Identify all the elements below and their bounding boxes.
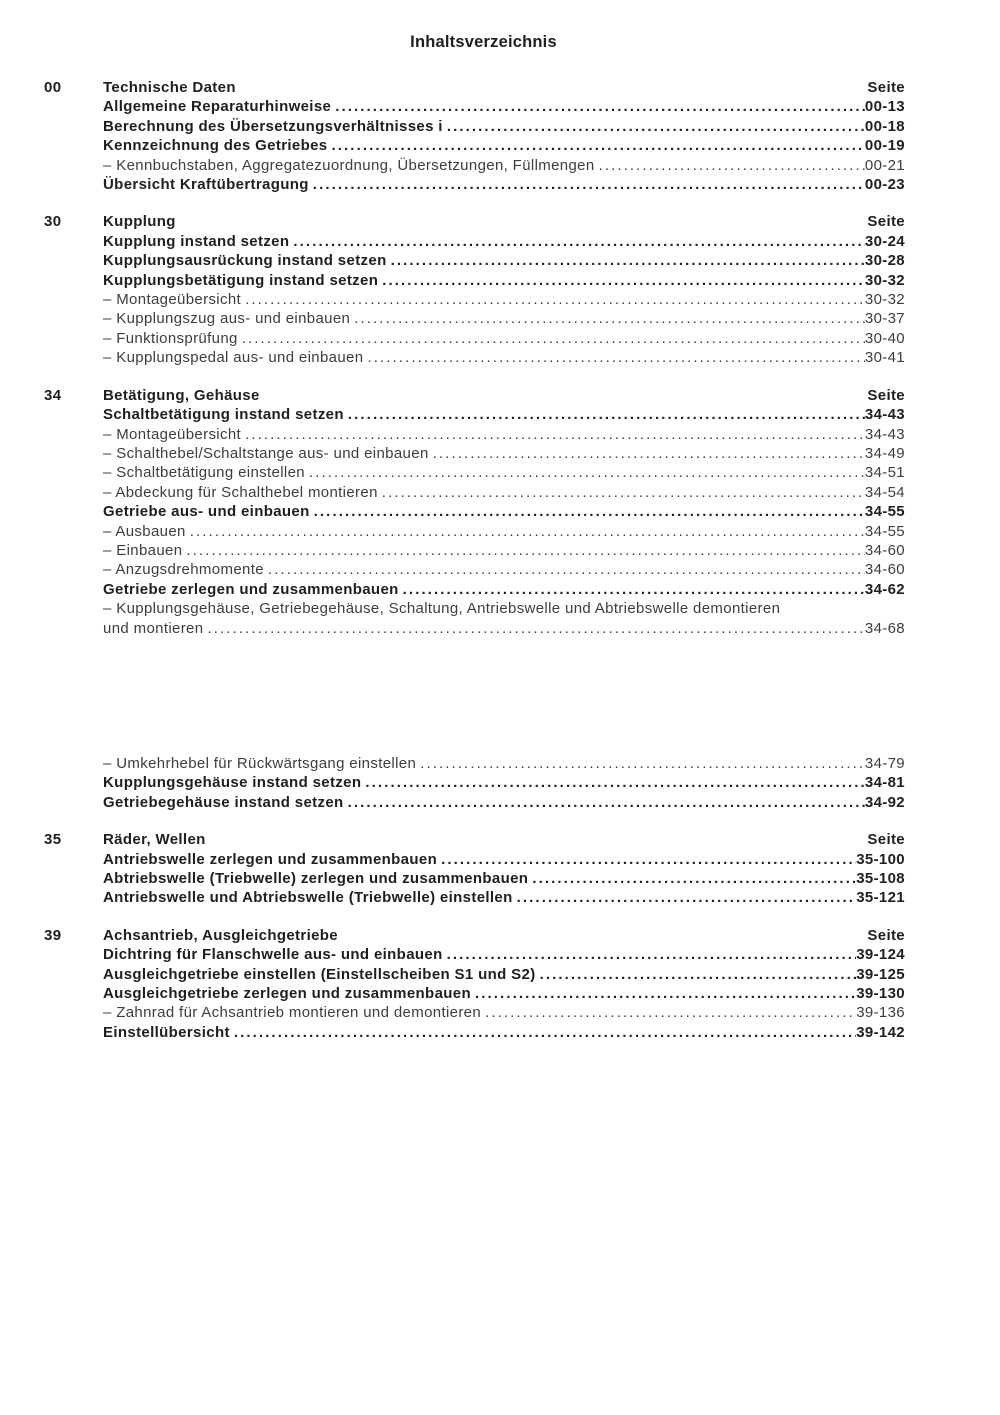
dot-leader [540,965,857,984]
section-title: Achsantrieb, Ausgleichgetriebe [103,926,339,944]
section-number: 30 [44,213,62,231]
toc-entry [103,444,905,463]
toc-entry [103,599,905,618]
toc-entry [103,580,905,599]
toc-entry [103,483,905,502]
dot-leader [268,560,865,579]
entry-label: – Anzugsdrehmomente [103,561,264,579]
toc-entry [103,888,905,907]
dot-leader [403,580,865,599]
toc-entry [103,541,905,560]
dot-leader [485,1003,856,1022]
dot-leader [245,290,865,309]
toc-entry [103,945,905,964]
entry-page-number: 34-43 [864,406,905,424]
page-column-header: Seite [867,213,905,231]
entry-label: – Zahnrad für Achsantrieb montieren und demontieren [103,1004,482,1022]
entry-label: Dichtring für Flanschwelle aus- und einbauen [103,946,443,964]
entry-page-number: 34-49 [864,444,905,462]
page-column-header: Seite [867,386,905,404]
entry-page-number: 00-23 [864,176,905,194]
dot-leader [382,483,865,502]
entry-label: Antriebswelle und Abtriebswelle (Triebwelle) einstellen [103,889,513,907]
dot-leader [234,1023,856,1042]
entry-label: Ausgleichgetriebe einstellen (Einstellscheiben S1 und S2) [103,965,536,983]
dot-leader [190,522,865,541]
entry-page-number: 39-136 [856,1004,905,1022]
entry-label: – Kupplungszug aus- und einbauen [103,310,351,328]
dot-leader [293,232,864,251]
section-header [44,926,905,945]
entry-label: Kupplung instand setzen [103,232,290,250]
entry-page-number: 00-18 [864,117,905,135]
entry-page-number: 00-19 [864,137,905,155]
entry-label: Übersicht Kraftübertragung [103,176,309,194]
entry-page-number: 30-37 [864,310,905,328]
toc-entry [103,1023,905,1042]
toc-entry [103,290,905,309]
toc-entry [103,232,905,251]
section-entries [103,405,905,812]
section-title: Betätigung, Gehäuse [103,386,260,404]
toc-entry [103,156,905,175]
toc-entry [103,619,905,638]
entry-page-number: 34-79 [864,754,905,772]
section-entries [103,232,905,368]
entry-page-number: 30-40 [864,329,905,347]
entry-page-number: 34-43 [864,425,905,443]
entry-label: und montieren [103,619,204,637]
dot-leader [314,502,865,521]
entry-label: Schaltbetätigung instand setzen [103,406,344,424]
entry-page-number: 35-108 [856,870,905,887]
dot-leader [382,271,865,290]
entry-label: – Montageübersicht [103,425,242,443]
entry-label: Berechnung des Übersetzungsverhältnisses i [103,117,443,135]
dot-leader [309,463,865,482]
dot-leader [433,444,865,463]
toc-entry [103,560,905,579]
section-entries [103,97,905,194]
page-title: Inhaltsverzeichnis [410,33,557,51]
dot-leader [517,888,857,907]
dot-leader [475,984,856,1003]
entry-page-number: 34-68 [864,619,905,637]
section-header [44,830,905,849]
section-title: Technische Daten [103,79,236,96]
dot-leader [245,425,865,444]
section-title: Kupplung [103,213,176,231]
toc-entry [103,175,905,194]
entry-label: – Kennbuchstaben, Aggregatezuordnung, Übersetzungen, Füllmengen [103,156,595,174]
section-entries [103,850,905,908]
dot-leader [313,175,865,194]
entry-page-number: 34-55 [864,503,905,521]
entry-page-number: 30-32 [864,291,905,309]
toc-entry [103,97,905,116]
toc-entry [103,754,905,773]
toc-entry [103,522,905,541]
entry-page-number: 34-55 [864,522,905,540]
dot-leader [532,869,856,888]
toc-entry [103,329,905,348]
dot-leader [332,136,865,155]
dot-leader [391,251,865,270]
entry-page-number: 39-130 [856,985,905,1003]
entry-page-number: 39-125 [856,965,905,983]
dot-leader [447,945,857,964]
table-of-contents [44,78,905,1042]
section-number: 39 [44,926,62,944]
section-title: Räder, Wellen [103,831,206,849]
entry-label: Getriebe zerlegen und zusammenbauen [103,580,399,598]
section-header [44,78,905,97]
toc-entry [103,984,905,1003]
entry-page-number: 30-24 [864,232,905,250]
toc-entry [103,117,905,136]
toc-entry [103,1003,905,1022]
entry-label: Kupplungsgehäuse instand setzen [103,774,362,792]
toc-section-00 [44,78,905,194]
toc-section-34 [44,386,905,813]
dot-leader [420,754,865,773]
entry-page-number: 34-54 [864,483,905,501]
toc-entry [103,502,905,521]
entry-label: – Umkehrhebel für Rückwärtsgang einstellen [103,754,417,772]
toc-entry [103,136,905,155]
toc-entry [103,850,905,869]
entry-page-number: 35-100 [856,850,905,868]
entry-label: – Schaltbetätigung einstellen [103,464,305,482]
entry-label: – Kupplungspedal aus- und einbauen [103,349,364,367]
section-entries [103,945,905,1042]
entry-page-number: 30-28 [864,252,905,270]
toc-entry [103,425,905,444]
toc-entry [103,348,905,367]
entry-label: Einstellübersicht [103,1023,230,1041]
entry-label: Kupplungsausrückung instand setzen [103,252,387,270]
section-number: 00 [44,79,62,96]
entry-label: Antriebswelle zerlegen und zusammenbauen [103,850,438,868]
entry-label: Abtriebswelle (Triebwelle) zerlegen und zusammenbauen [103,870,529,887]
section-number: 34 [44,386,62,404]
dot-leader [335,97,865,116]
dot-leader [348,405,865,424]
toc-section-39 [44,926,905,1042]
entry-label: Allgemeine Reparaturhinweise [103,98,332,116]
toc-entry [103,251,905,270]
dot-leader [348,793,865,812]
toc-entry [103,773,905,792]
entry-page-number: 34-92 [864,793,905,811]
dot-leader [242,329,865,348]
toc-entry [103,463,905,482]
toc-entry [103,309,905,328]
section-header [44,386,905,405]
toc-entry [103,405,905,424]
dot-leader [365,773,864,792]
entry-page-number: 00-21 [864,156,905,174]
dot-leader [599,156,865,175]
entry-label: Getriebegehäuse instand setzen [103,793,344,811]
section-header [44,212,905,231]
entry-label: – Montageübersicht [103,291,242,309]
entry-label: – Funktionsprüfung [103,329,238,347]
entry-page-number: 00-13 [864,98,905,116]
entry-label: – Ausbauen [103,522,186,540]
entry-page-number: 39-124 [856,946,905,964]
dot-leader [367,348,864,367]
dot-leader [441,850,856,869]
entry-label: – Kupplungsgehäuse, Getriebegehäuse, Schaltung, Antriebswelle und Abtriebswelle demontieren [103,600,781,618]
page-column-header: Seite [867,79,905,96]
entry-page-number: 34-51 [864,464,905,482]
section-number: 35 [44,831,62,849]
entry-page-number: 30-41 [864,349,905,367]
entry-label: – Abdeckung für Schalthebel montieren [103,483,378,501]
entry-label: – Einbauen [103,541,183,559]
toc-section-35 [44,830,905,908]
toc-section-30 [44,212,905,367]
dot-leader [186,541,864,560]
entry-page-number: 35-121 [856,889,905,907]
entry-page-number: 34-60 [864,541,905,559]
entry-label: Kennzeichnung des Getriebes [103,137,328,155]
entry-label: Ausgleichgetriebe zerlegen und zusammenbauen [103,985,471,1003]
page-column-header: Seite [867,831,905,849]
entry-page-number: 34-81 [864,774,905,792]
entry-label: – Schalthebel/Schaltstange aus- und einbauen [103,444,429,462]
dot-leader [354,309,865,328]
toc-entry [103,869,905,888]
entry-page-number: 34-62 [864,580,905,598]
toc-entry [103,965,905,984]
dot-leader [447,117,865,136]
dot-leader [207,619,864,638]
entry-label: Kupplungsbetätigung instand setzen [103,271,379,289]
entry-page-number: 39-142 [856,1023,905,1041]
entry-page-number: 30-32 [864,271,905,289]
entry-page-number: 34-60 [864,561,905,579]
toc-entry [103,271,905,290]
toc-entry [103,793,905,812]
page-column-header: Seite [867,926,905,944]
entry-label: Getriebe aus- und einbauen [103,503,310,521]
